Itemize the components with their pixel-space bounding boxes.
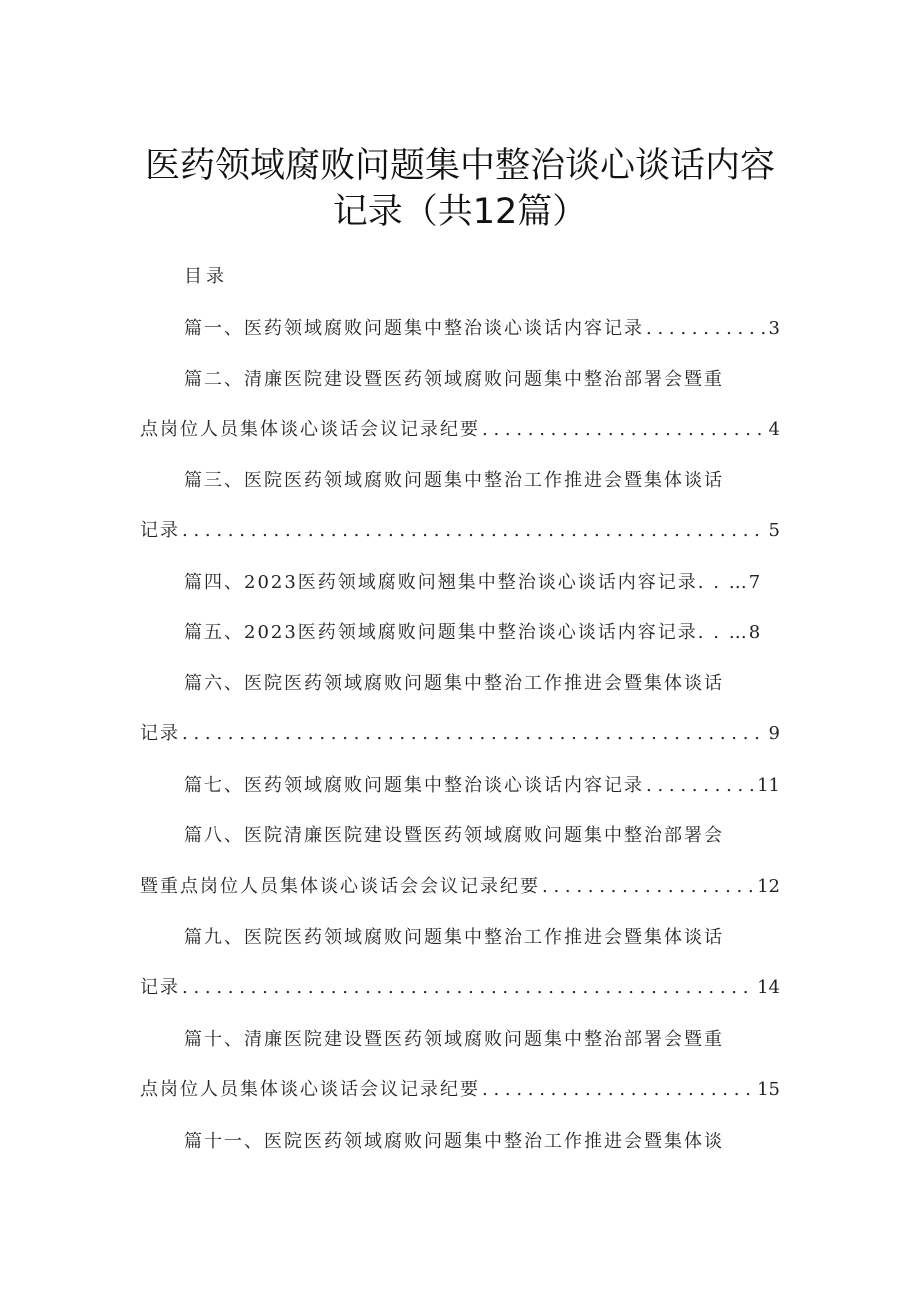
toc-entry-text: 篇九、医院医药领域腐败问题集中整治工作推进会暨集体谈话 <box>184 927 724 948</box>
toc-leader-dots <box>182 977 755 998</box>
toc-entry-6-continued[interactable] <box>140 719 780 749</box>
toc-entry-text: 篇十、清廉医院建设暨医药领域腐败问题集中整治部署会暨重 <box>184 1029 724 1050</box>
toc-entry-8[interactable] <box>140 821 780 851</box>
toc-entry-3[interactable] <box>140 466 780 496</box>
toc-entry-3-continued[interactable] <box>140 516 780 546</box>
toc-entry-text: 记录 <box>140 520 180 541</box>
toc-entry-text: 记录 <box>140 977 180 998</box>
toc-entry-text: 篇四、2023医药领域腐败问翘集中整治谈心谈话内容记录. . … <box>184 572 749 593</box>
toc-page-number: 15 <box>757 1079 780 1100</box>
toc-entry-5[interactable] <box>140 618 780 648</box>
toc-page-number: 3 <box>768 318 780 339</box>
toc-entry-7[interactable] <box>140 771 780 801</box>
document-title-line-2: 记录（共12篇） <box>332 192 588 232</box>
toc-entry-text: 篇一、医药领域腐败问题集中整治谈心谈话内容记录 <box>184 318 644 339</box>
toc-entry-6[interactable] <box>140 669 780 699</box>
toc-page-number: 11 <box>757 775 780 796</box>
toc-page-number: 9 <box>768 723 780 744</box>
toc-entry-1[interactable] <box>140 314 780 344</box>
toc-entry-text: 篇八、医院清廉医院建设暨医药领域腐败问题集中整治部署会 <box>184 825 724 846</box>
toc-entry-text: 篇十一、医院医药领域腐败问题集中整治工作推进会暨集体谈 <box>184 1131 724 1152</box>
toc-entry-text: 篇二、清廉医院建设暨医药领域腐败问题集中整治部署会暨重 <box>184 369 724 390</box>
toc-page-number: 5 <box>768 520 780 541</box>
toc-entry-text: 暨重点岗位人员集体谈心谈话会会议记录纪要 <box>140 876 540 897</box>
document-title-line-1: 医药领域腐败问题集中整治谈心谈话内容 <box>144 146 775 186</box>
toc-page-number: 8 <box>748 622 761 643</box>
toc-entry-8-continued[interactable] <box>140 872 780 902</box>
toc-leader-dots <box>646 318 767 339</box>
toc-entry-2-continued[interactable] <box>140 415 780 445</box>
toc-entry-4[interactable] <box>140 568 780 598</box>
toc-entry-10[interactable] <box>140 1025 780 1055</box>
toc-entry-9-continued[interactable] <box>140 973 780 1003</box>
toc-entry-text: 篇六、医院医药领域腐败问题集中整治工作推进会暨集体谈话 <box>184 673 724 694</box>
toc-heading: 目录 <box>184 266 228 287</box>
toc-entry-text: 点岗位人员集体谈心谈话会议记录纪要 <box>140 419 480 440</box>
toc-page-number: 12 <box>757 876 780 897</box>
toc-entry-10-continued[interactable] <box>140 1075 780 1105</box>
toc-page-number: 14 <box>757 977 780 998</box>
toc-entry-text: 点岗位人员集体谈心谈话会议记录纪要 <box>140 1079 480 1100</box>
toc-leader-dots <box>482 1079 755 1100</box>
toc-leader-dots <box>182 723 767 744</box>
toc-page-number: 7 <box>748 572 761 593</box>
toc-entry-text: 篇三、医院医药领域腐败问题集中整治工作推进会暨集体谈话 <box>184 470 724 491</box>
toc-leader-dots <box>646 775 755 796</box>
toc-page-number: 4 <box>768 419 780 440</box>
toc-leader-dots <box>482 419 767 440</box>
toc-entry-9[interactable] <box>140 923 780 953</box>
toc-entry-2[interactable] <box>140 365 780 395</box>
toc-leader-dots <box>182 520 767 541</box>
toc-leader-dots <box>542 876 755 897</box>
toc-entry-text: 篇五、2023医药领域腐败问题集中整治谈心谈话内容记录. . … <box>184 622 749 643</box>
toc-entry-11[interactable] <box>140 1127 780 1157</box>
toc-entry-text: 记录 <box>140 723 180 744</box>
toc-entry-text: 篇七、医药领域腐败问题集中整治谈心谈话内容记录 <box>184 775 644 796</box>
